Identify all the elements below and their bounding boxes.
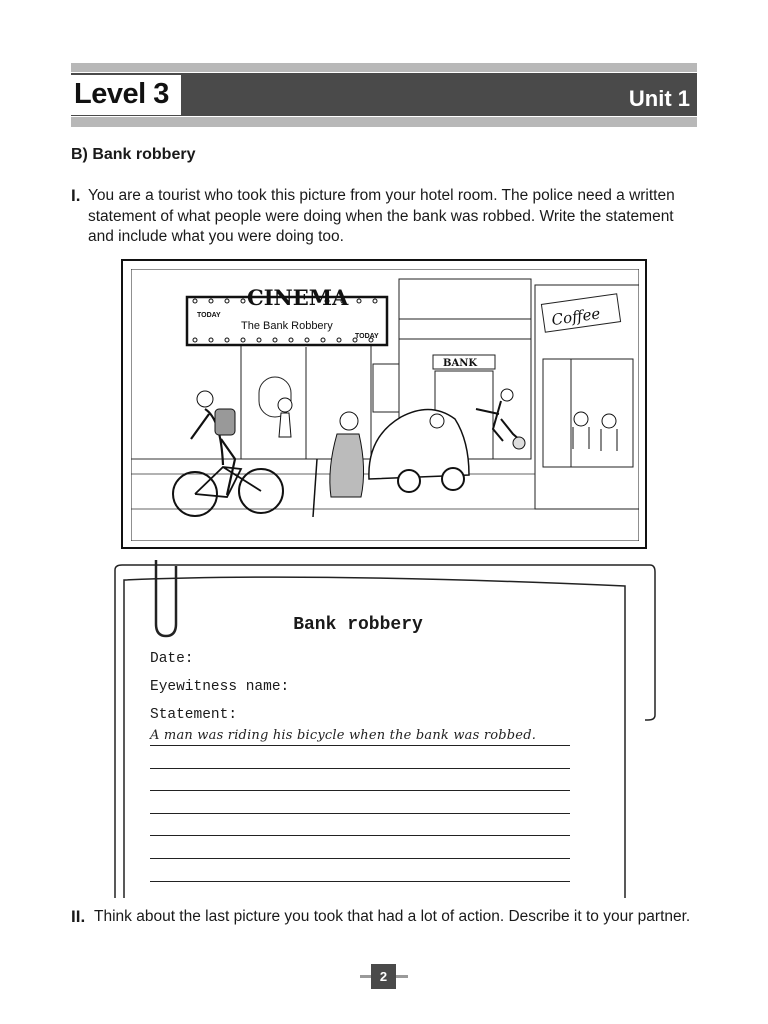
- task-two: [71, 907, 699, 928]
- section-title: B) Bank robbery: [71, 146, 196, 163]
- date-field-label: Date:: [150, 651, 194, 667]
- unit-label: Unit 1: [628, 86, 690, 111]
- handwritten-statement: A man was riding his bicycle when the bank was robbed.: [150, 728, 537, 743]
- task-two-number: II.: [71, 907, 86, 926]
- task-one-text: You are a tourist who took this picture from your hotel room. The police need a written statement of what people were doing when the bank was robbed. Write the statement and include what you were doing too.: [88, 187, 675, 245]
- header-band-top: [71, 63, 697, 72]
- page-number: 2: [371, 964, 396, 989]
- task-one: [71, 186, 696, 248]
- writing-line: [150, 768, 570, 769]
- writing-line: [150, 745, 570, 746]
- writing-line: [150, 835, 570, 836]
- form-title: Bank robbery: [293, 615, 423, 635]
- writing-line: [150, 858, 570, 859]
- task-one-number: I.: [71, 186, 81, 205]
- header-band-bottom: [71, 117, 697, 127]
- cinema-sign: CINEMA: [247, 285, 349, 310]
- writing-line: [150, 790, 570, 791]
- street-illustration: [121, 259, 647, 549]
- task-two-text: Think about the last picture you took that had a lot of action. Describe it to your partner.: [94, 908, 691, 925]
- marquee-today-left: TODAY: [197, 312, 221, 319]
- coffee-sign: Coffee: [550, 304, 602, 330]
- statement-field-label: Statement:: [150, 707, 238, 723]
- eyewitness-field-label: Eyewitness name:: [150, 679, 290, 695]
- marquee-today-right: TODAY: [355, 333, 379, 340]
- writing-line: [150, 881, 570, 882]
- level-label: Level 3: [74, 78, 169, 110]
- marquee-title: The Bank Robbery: [241, 320, 333, 332]
- writing-line: [150, 813, 570, 814]
- street-scene-drawing: [131, 269, 639, 541]
- bank-sign: BANK: [443, 358, 478, 369]
